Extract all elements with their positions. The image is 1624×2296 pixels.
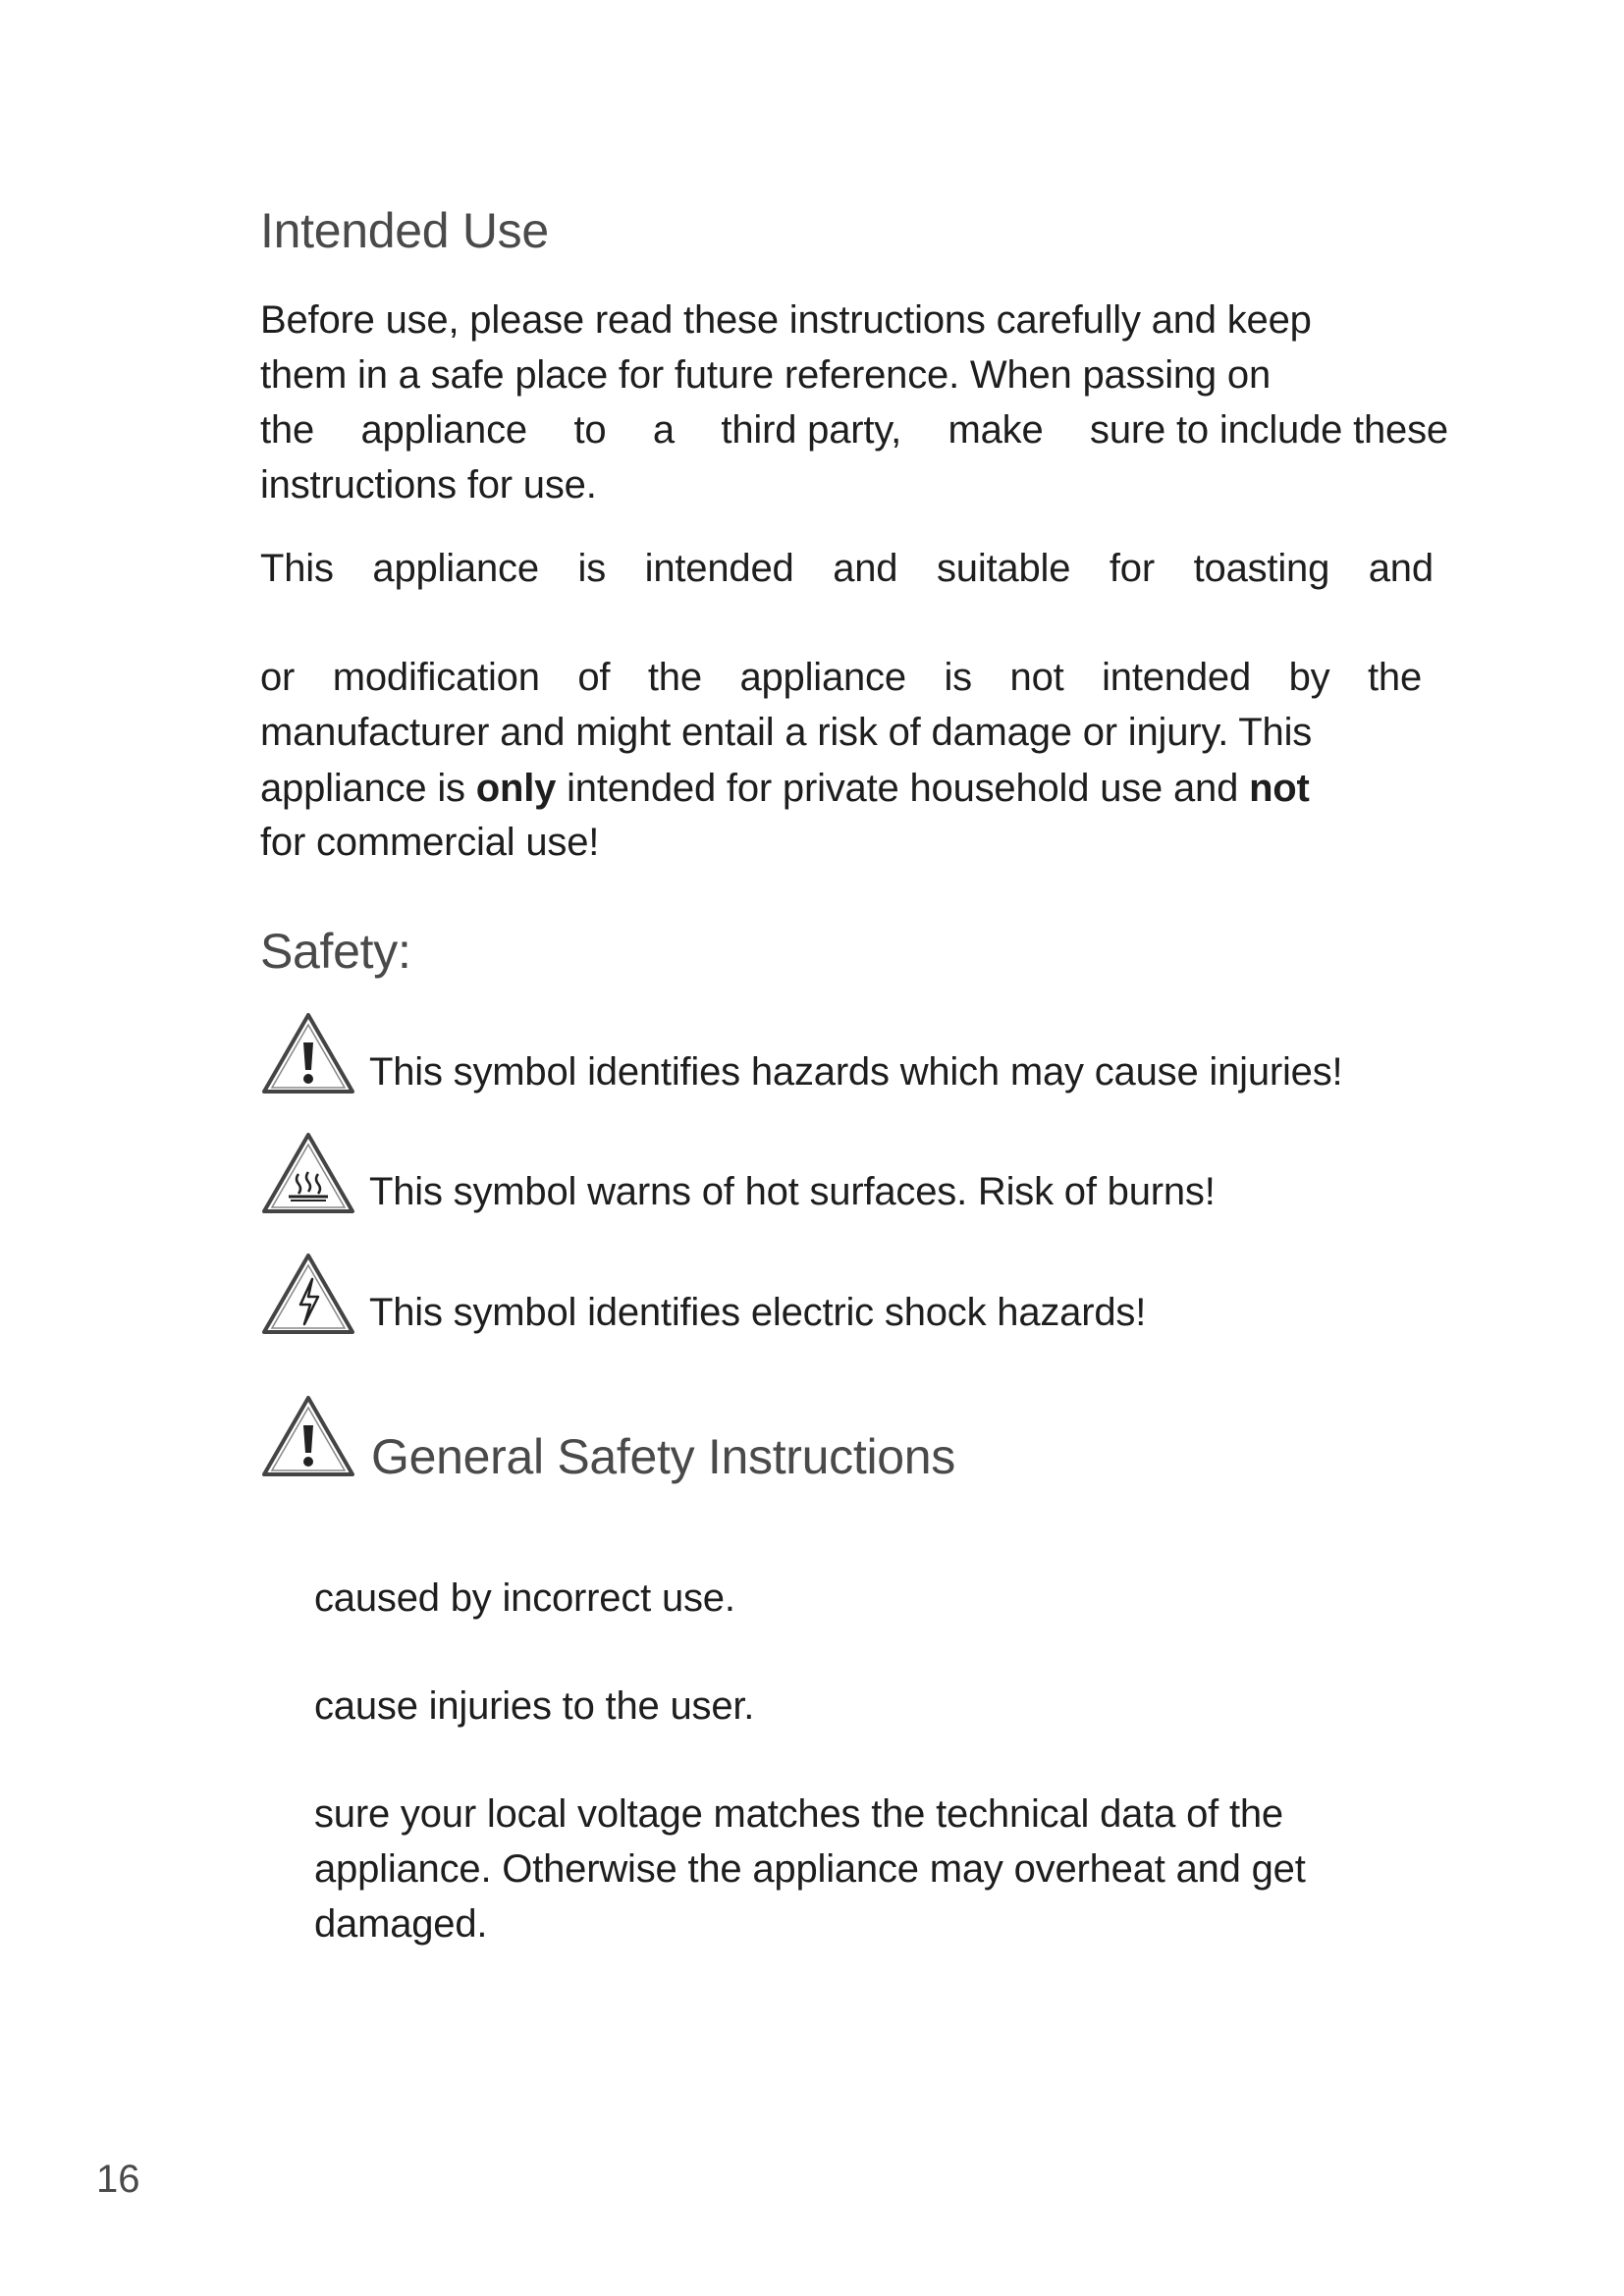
word: or <box>260 656 296 699</box>
safety-symbol-text: This symbol identifies electric shock hazards! <box>369 1291 1147 1334</box>
intended-use-para2-line3: manufacturer and might entail a risk of damage or injury. This <box>260 711 1313 754</box>
intended-use-para2-line1 <box>260 541 1434 596</box>
warning-exclamation-icon <box>261 1011 355 1095</box>
intended-use-para2-line4 <box>260 761 1310 816</box>
intended-use-para1-line4: instructions for use. <box>260 463 597 507</box>
general-safety-heading: General Safety Instructions <box>371 1429 955 1484</box>
hot-surface-icon <box>261 1131 355 1215</box>
safety-symbol-text: This symbol warns of hot surfaces. Risk of burns! <box>369 1170 1216 1213</box>
word: third party, <box>721 408 902 452</box>
general-safety-line: appliance. Otherwise the appliance may overheat and get <box>314 1847 1306 1891</box>
word: intended <box>1102 656 1251 699</box>
word: appliance <box>739 656 906 699</box>
electric-shock-icon <box>261 1252 355 1336</box>
word: sure to include these <box>1090 408 1448 452</box>
word: This <box>260 547 334 590</box>
text: appliance is <box>260 767 476 810</box>
word: and <box>833 547 898 590</box>
word: intended <box>644 547 794 590</box>
emphasis-only: only <box>475 767 557 810</box>
page-number: 16 <box>96 2158 140 2201</box>
intended-use-para2-line5: for commercial use! <box>260 821 600 864</box>
word: and <box>1368 547 1434 590</box>
word: modification <box>332 656 540 699</box>
word: toasting <box>1193 547 1330 590</box>
word: is <box>944 656 972 699</box>
general-safety-line: cause injuries to the user. <box>314 1684 755 1728</box>
word: by <box>1288 656 1330 699</box>
intended-use-para1-line3 <box>260 402 1448 457</box>
general-safety-line: damaged. <box>314 1902 488 1946</box>
word: of <box>577 656 611 699</box>
word: make <box>947 408 1044 452</box>
word: the <box>1367 656 1422 699</box>
intended-use-para1-line1: Before use, please read these instructions carefully and keep <box>260 298 1312 342</box>
intended-use-para1-line2: them in a safe place for future reference. When passing on <box>260 353 1271 397</box>
word: appliance <box>372 547 539 590</box>
word: is <box>577 547 607 590</box>
intended-use-para2-line2 <box>260 650 1422 705</box>
text: intended for private household use and <box>556 767 1250 810</box>
word: for <box>1109 547 1155 590</box>
warning-exclamation-icon <box>261 1394 355 1478</box>
word: the <box>647 656 702 699</box>
safety-heading: Safety: <box>260 924 411 979</box>
general-safety-line: caused by incorrect use. <box>314 1576 735 1620</box>
word: a <box>652 408 675 452</box>
word: not <box>1009 656 1064 699</box>
emphasis-not: not <box>1249 767 1310 810</box>
word: the <box>260 408 315 452</box>
safety-symbol-text: This symbol identifies hazards which may cause injuries! <box>369 1050 1343 1094</box>
intended-use-heading: Intended Use <box>260 203 549 258</box>
word: suitable <box>936 547 1071 590</box>
word: appliance <box>360 408 527 452</box>
general-safety-line: sure your local voltage matches the technical data of the <box>314 1792 1283 1836</box>
word: to <box>573 408 607 452</box>
